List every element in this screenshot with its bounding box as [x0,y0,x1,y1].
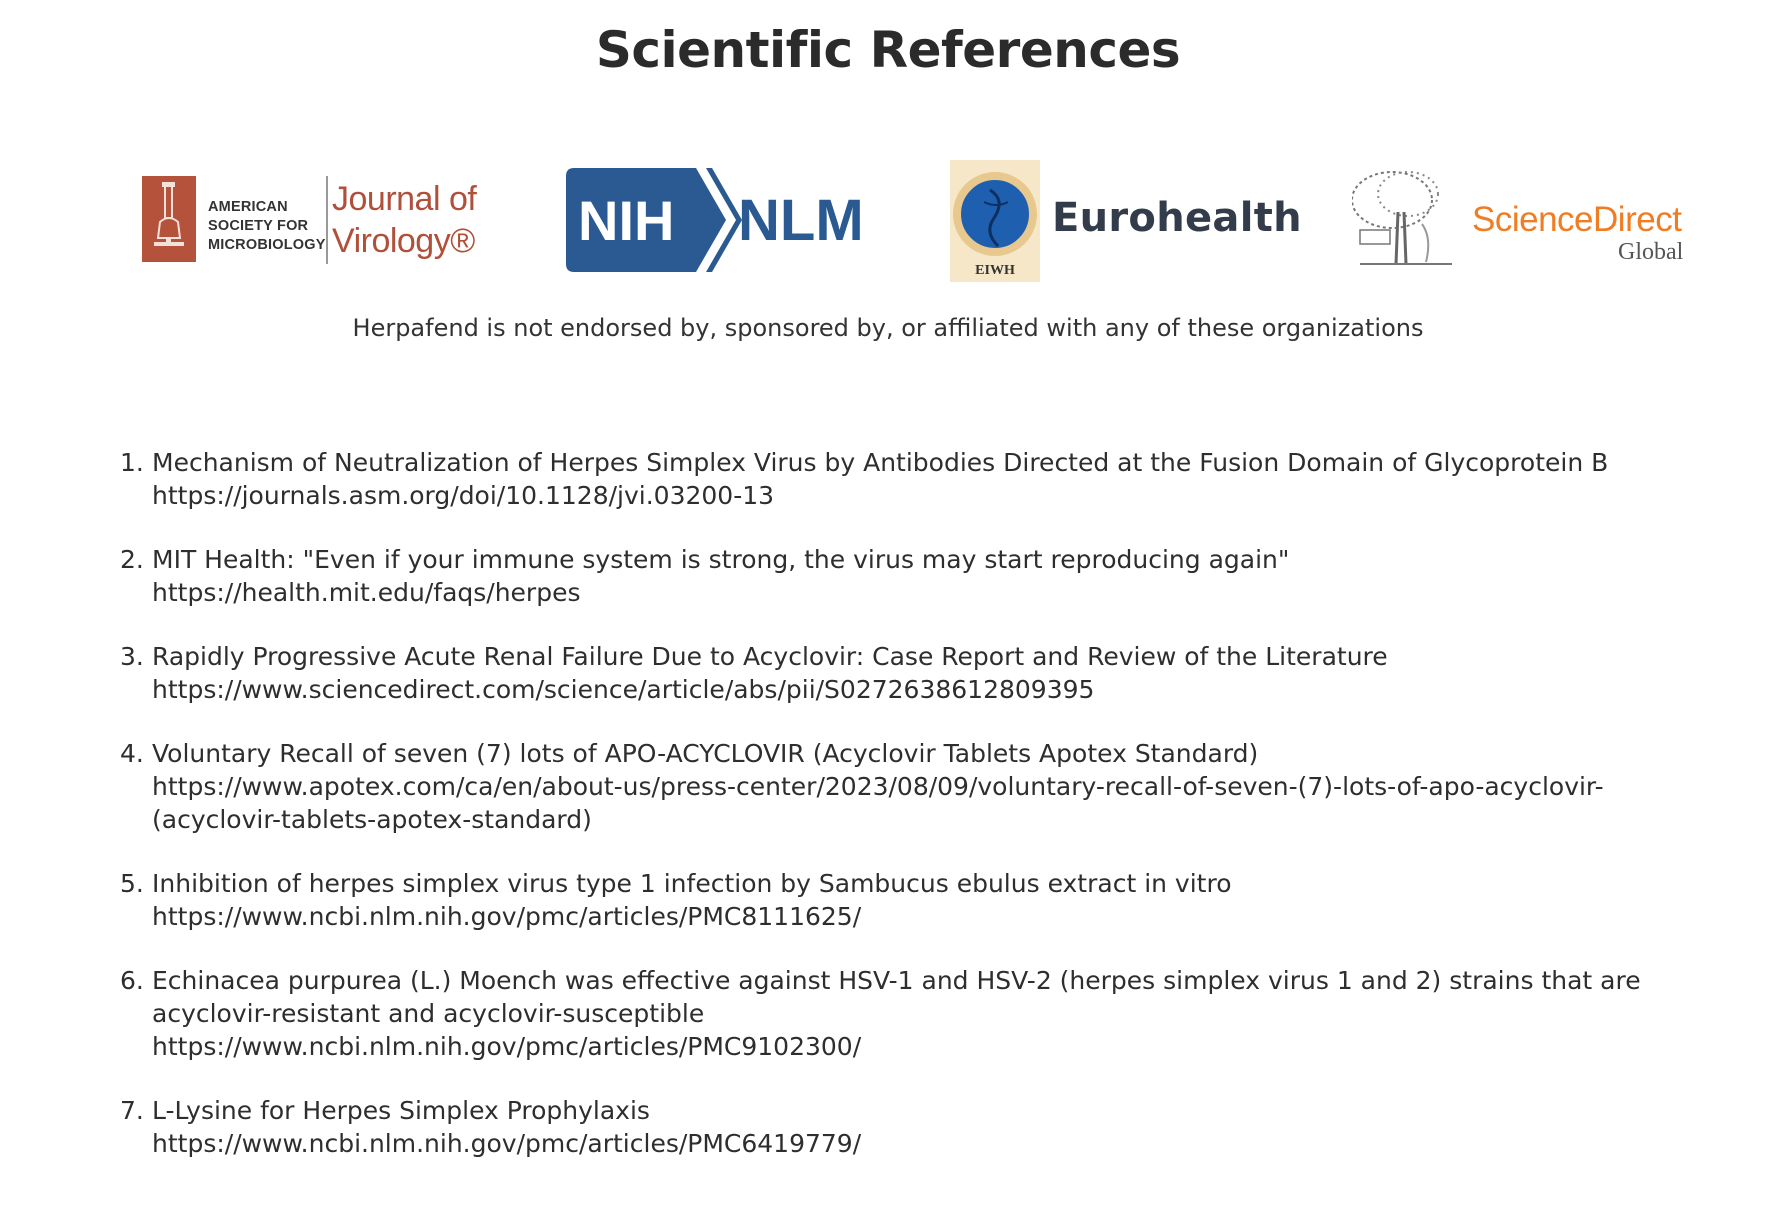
reference-item [120,640,1720,706]
reference-number: 4. [120,739,144,768]
reference-link[interactable]: https://www.ncbi.nlm.nih.gov/pmc/articles/PMC9102300/ [152,1032,862,1061]
reference-link[interactable]: https://www.ncbi.nlm.nih.gov/pmc/articles/PMC8111625/ [152,902,862,931]
reference-title: L-Lysine for Herpes Simplex Prophylaxis [152,1096,650,1125]
reference-title: Rapidly Progressive Acute Renal Failure Due to Acyclovir: Case Report and Review of the Literature [152,642,1388,671]
reference-number: 1. [120,448,144,477]
microscope-icon [142,176,196,262]
tree-icon [1352,168,1464,268]
globe-seal-icon [950,160,1040,282]
reference-link[interactable]: https://www.ncbi.nlm.nih.gov/pmc/articles/PMC6419779/ [152,1129,862,1158]
reference-number: 5. [120,869,144,898]
reference-list [120,446,1720,1191]
reference-title: Mechanism of Neutralization of Herpes Simplex Virus by Antibodies Directed at the Fusion Domain of Glycoprotein B [152,448,1609,477]
reference-item [120,964,1720,1063]
reference-number: 2. [120,545,144,574]
reference-title: Voluntary Recall of seven (7) lots of APO-ACYCLOVIR (Acyclovir Tablets Apotex Standard) [152,739,1259,768]
nih-nlm-logo [566,160,876,290]
eiwh-seal-text: EIWH [975,263,1015,278]
disclaimer: Herpafend is not endorsed by, sponsored by, or affiliated with any of these organizations [352,314,1424,342]
page-title: Scientific References [595,21,1181,79]
reference-title: MIT Health: "Even if your immune system is strong, the virus may start reproducing again" [152,545,1290,574]
reference-number: 6. [120,966,144,995]
reference-title: Inhibition of herpes simplex virus type 1 infection by Sambucus ebulus extract in vitro [152,869,1232,898]
journal-of-virology-name: Journal of Virology® [332,180,477,260]
reference-item [120,737,1720,836]
reference-item [120,543,1720,609]
reference-title: Echinacea purpurea (L.) Moench was effective against HSV-1 and HSV-2 (herpes simplex virus 1 and 2) strains that are acyclovir-resistant and acyclovir-susceptible [152,966,1641,1028]
sciencedirect-name: ScienceDirect [1472,200,1682,239]
reference-link[interactable]: https://health.mit.edu/faqs/herpes [152,578,581,607]
reference-item [120,1094,1720,1160]
reference-link[interactable]: https://journals.asm.org/doi/10.1128/jvi.03200-13 [152,481,775,510]
reference-link[interactable]: https://www.sciencedirect.com/science/article/abs/pii/S0272638612809395 [152,675,1095,704]
eurohealth-name: Eurohealth [1052,195,1302,241]
logo-divider [326,176,328,264]
nlm-text: NLM [738,188,864,253]
reference-link[interactable]: https://www.apotex.com/ca/en/about-us/press-center/2023/08/09/voluntary-recall-of-seven-(7)-lots-of-apo-acyclovir-(acyclovir-tablets-apotex-standard) [152,772,1604,834]
reference-number: 7. [120,1096,144,1125]
sciencedirect-global-logo [1352,160,1692,290]
nih-text: NIH [578,189,675,252]
reference-item [120,867,1720,933]
reference-item [120,446,1720,512]
asm-journal-of-virology-logo [140,160,500,290]
reference-number: 3. [120,642,144,671]
eurohealth-logo [950,160,1302,290]
partner-logos [0,160,1776,290]
asm-org-name: AMERICAN SOCIETY FOR MICROBIOLOGY [208,199,326,253]
sciencedirect-sub: Global [1618,239,1684,265]
